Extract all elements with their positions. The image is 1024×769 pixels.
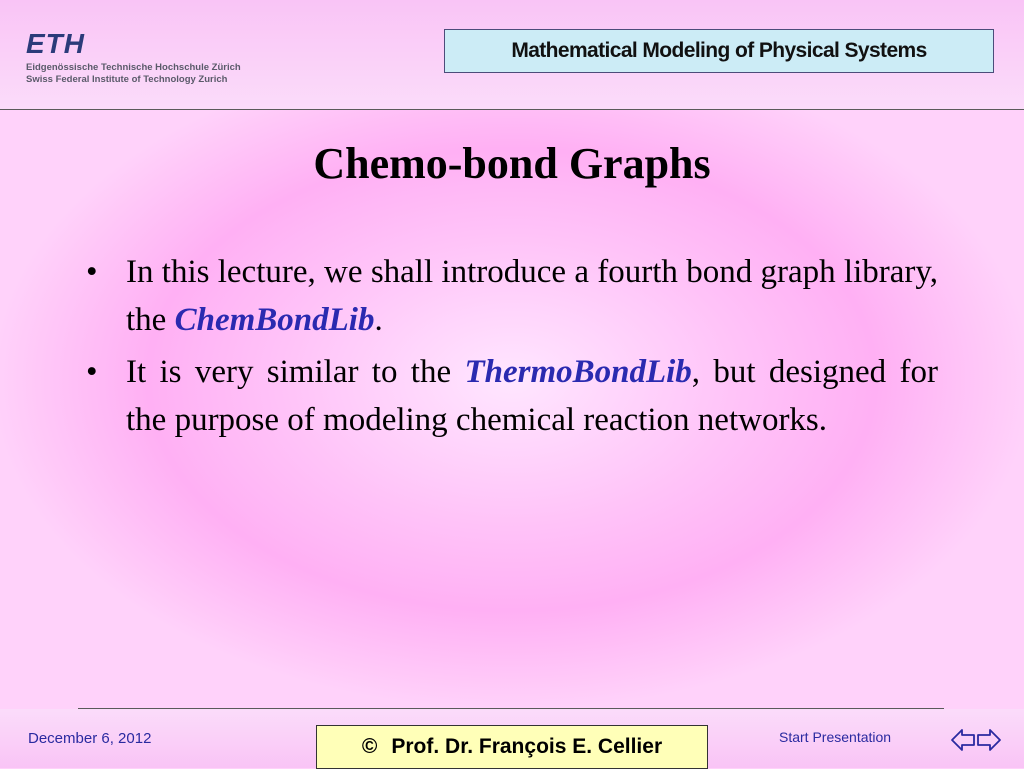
eth-logo	[26, 30, 266, 94]
header-divider	[0, 109, 1024, 110]
library-name-highlight: ChemBondLib	[174, 302, 375, 338]
footer-divider	[78, 708, 944, 709]
bullet-marker: •	[86, 254, 98, 290]
copyright-symbol: ©	[361, 735, 378, 758]
footer-date: December 6, 2012	[28, 730, 152, 747]
bullet-item	[86, 248, 938, 344]
library-name-highlight: ThermoBondLib	[464, 354, 692, 390]
bullet-marker: •	[86, 354, 98, 390]
slide-title: Chemo-bond Graphs	[313, 139, 711, 188]
start-presentation-link[interactable]: Start Presentation	[779, 729, 892, 745]
course-title-box	[444, 29, 994, 73]
bullet-text-end: , but designed for the purpose of modeling chemical reaction networks.	[126, 354, 938, 438]
author-name: Prof. Dr. François E. Cellier	[391, 735, 663, 758]
forward-arrow-icon[interactable]	[978, 730, 1000, 750]
bullet-text-end: .	[374, 302, 383, 338]
back-arrow-icon[interactable]	[952, 730, 974, 750]
course-title: Mathematical Modeling of Physical Systems	[511, 39, 927, 62]
logo-line-english: Swiss Federal Institute of Technology Zurich	[26, 74, 228, 85]
logo-line-german: Eidgenössische Technische Hochschule Zürich	[26, 62, 241, 73]
bullet-text: It is very similar to the	[126, 354, 465, 390]
logo-mark: ETH	[26, 28, 85, 59]
navigation-arrows	[950, 724, 1002, 756]
bullet-text: In this lecture, we shall introduce a fourth bond graph library, the	[126, 254, 938, 338]
bullet-list	[86, 248, 938, 448]
author-box	[316, 725, 708, 769]
bullet-item	[86, 348, 938, 444]
